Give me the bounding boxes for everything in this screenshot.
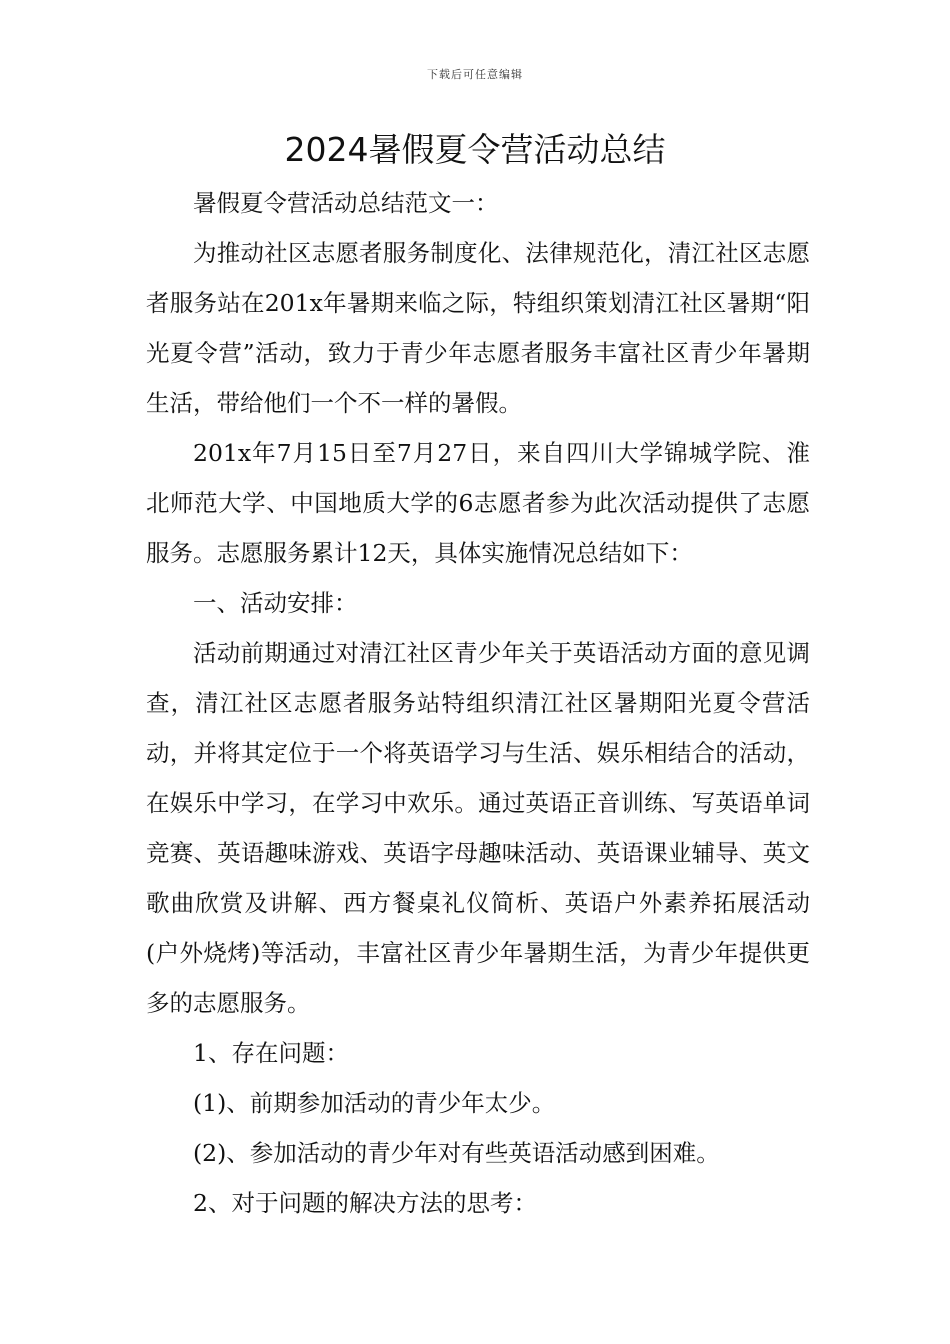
paragraph: 活动前期通过对清江社区青少年关于英语活动方面的意见调查，清江社区志愿者服务站特组织清江社区暑期阳光夏令营活动，并将其定位于一个将英语学习与生活、娱乐相结合的活动，在娱乐中学习，在学习中欢乐。通过英语正音训练、写英语单词竞赛、英语趣味游戏、英语字母趣味活动、英语课业辅导、英文歌曲欣赏及讲解、西方餐桌礼仪简析、英语户外素养拓展活动(户外烧烤)等活动，丰富社区青少年暑期生活，为青少年提供更多的志愿服务。	[146, 639, 810, 1017]
list-item: (1)、前期参加活动的青少年太少。	[193, 1089, 556, 1117]
document-body	[146, 178, 810, 1228]
section-heading: 2、对于问题的解决方法的思考：	[193, 1189, 537, 1217]
paragraph: 为推动社区志愿者服务制度化、法律规范化，清江社区志愿者服务站在201x年暑期来临之际，特组织策划清江社区暑期“阳光夏令营”活动，致力于青少年志愿者服务丰富社区青少年暑期生活，带给他们一个不一样的暑假。	[146, 239, 810, 417]
section-heading: 1、存在问题：	[193, 1039, 349, 1067]
section-heading: 一、活动安排：	[193, 589, 358, 617]
document-title: 2024暑假夏令营活动总结	[284, 130, 666, 169]
list-item: (2)、参加活动的青少年对有些英语活动感到困难。	[193, 1139, 720, 1167]
paragraph-intro: 暑假夏令营活动总结范文一：	[193, 189, 499, 217]
header-note: 下载后可任意编辑	[427, 68, 523, 81]
paragraph: 201x年7月15日至7月27日，来自四川大学锦城学院、淮北师范大学、中国地质大学的6志愿者参为此次活动提供了志愿服务。志愿服务累计12天，具体实施情况总结如下：	[146, 439, 810, 567]
